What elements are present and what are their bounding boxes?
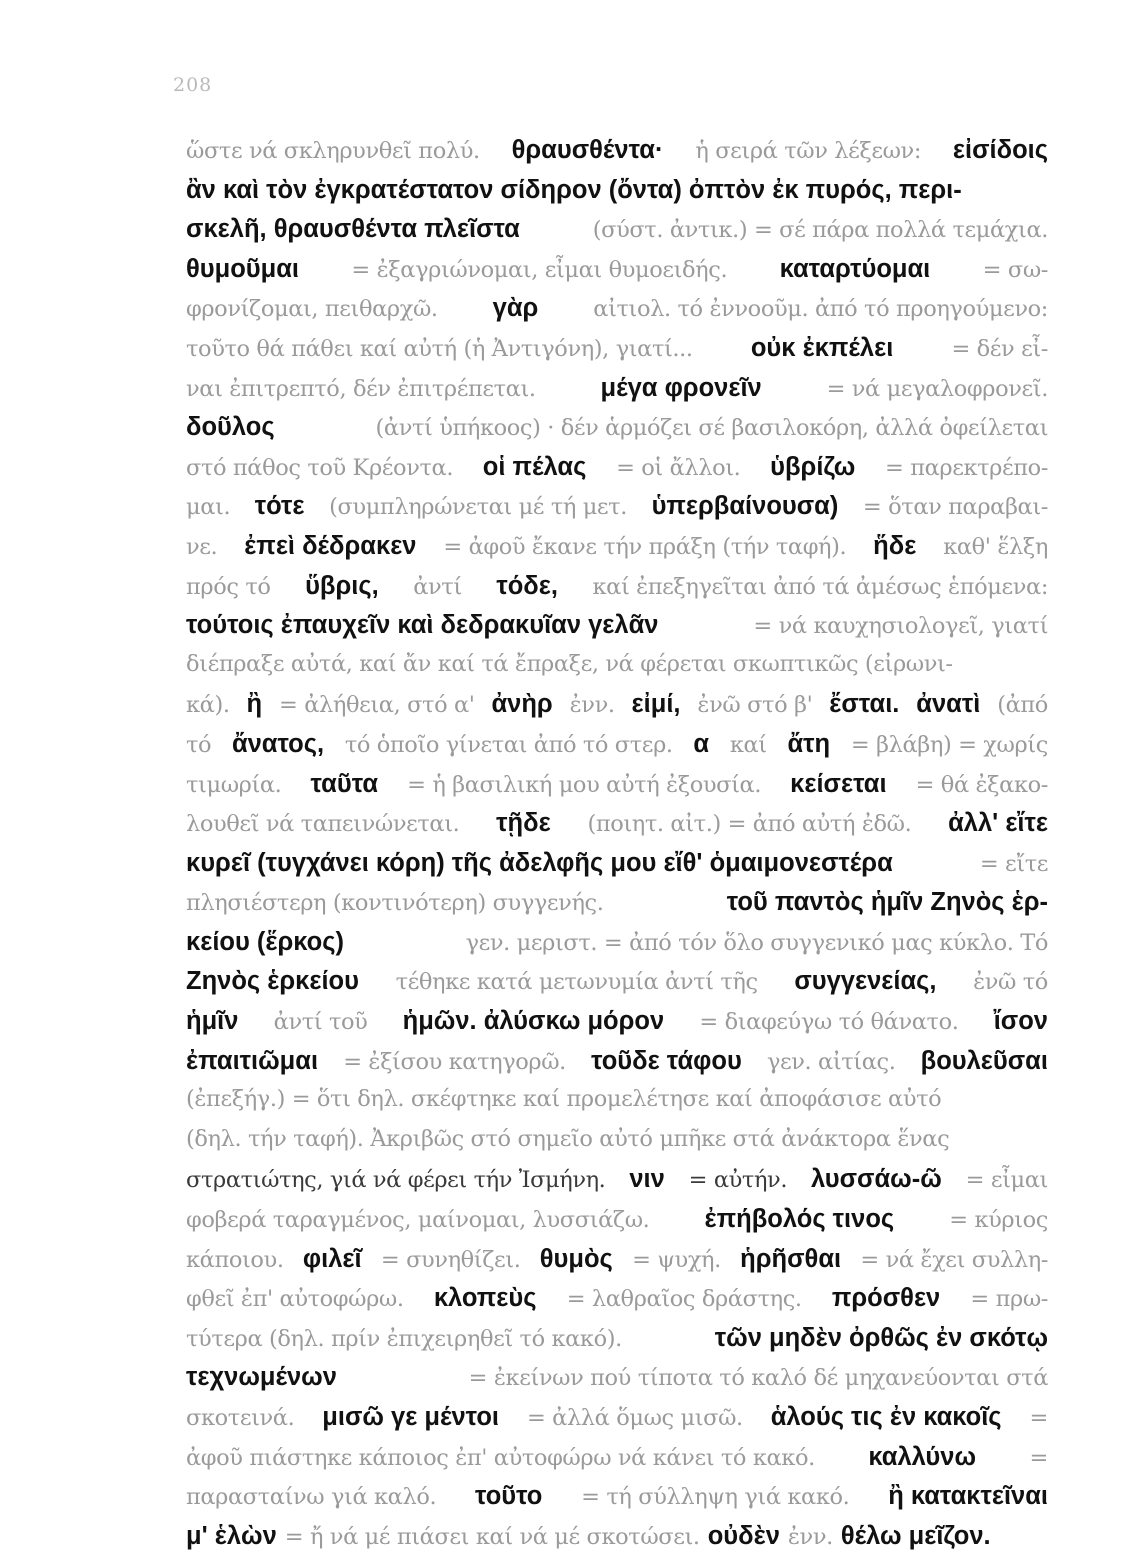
gloss-text: μαι.: [186, 494, 231, 521]
gloss-text: γεν. μεριστ. = ἀπό τόν ὅλο συγγενικό μας κύκλο. Τό: [465, 929, 1048, 956]
lemma-term: κλοπεὺς: [433, 1284, 537, 1313]
gloss-text: = εἶμαι: [965, 1167, 1048, 1194]
gloss-text: (συμπληρώνεται μέ τή μετ.: [329, 494, 627, 521]
text-line: [186, 1205, 1048, 1245]
text-line: [186, 1284, 1048, 1324]
gloss-text: τέθηκε κατά μετωνυμία ἀντί τῆς: [395, 969, 758, 996]
gloss-text: λουθεῖ νά ταπεινώνεται.: [186, 811, 460, 838]
commentary-text: [186, 136, 1048, 1561]
gloss-text: = συνηθίζει.: [380, 1246, 521, 1273]
gloss-text: = κύριος: [949, 1207, 1048, 1234]
gloss-text: = ἀλλά ὅμως μισῶ.: [526, 1405, 743, 1431]
text-line: [186, 730, 1048, 770]
gloss-text: γεν. αἰτίας.: [766, 1048, 896, 1075]
lemma-term: δοῦλος: [186, 413, 275, 442]
gloss-text: ἡ σειρά τῶν λέξεων:: [695, 138, 921, 164]
text-line: [186, 1245, 1048, 1285]
gloss-text: = θά ἐξακο-: [915, 771, 1048, 798]
text-line: [186, 1086, 1048, 1126]
gloss-text: = ἡ βασιλική μου αὐτή ἐξουσία.: [407, 771, 762, 798]
lemma-term: ἐπαιτιῶμαι: [186, 1046, 319, 1075]
lemma-term: κείου (ἕρκος): [186, 927, 344, 956]
lemma-term: θέλω μεῖζον.: [840, 1521, 991, 1550]
text-line: [186, 809, 1048, 849]
lemma-term: θυμοῦμαι: [186, 254, 300, 283]
gloss-text: =: [1029, 1444, 1048, 1471]
lemma-term: μισῶ γε μέντοι: [322, 1403, 500, 1431]
gloss-text: σκοτεινά.: [186, 1405, 295, 1431]
text-line: [186, 532, 1048, 572]
lemma-term: καταρτύομαι: [779, 254, 931, 283]
lemma-term: τοῦδε τάφου: [591, 1046, 742, 1075]
lemma-term: ἀλλ' εἴτε: [948, 809, 1048, 838]
lemma-term: φιλεῖ: [302, 1244, 362, 1273]
lemma-term: ὑβρίζω: [770, 452, 856, 481]
lemma-term: θυμὸς: [539, 1244, 613, 1273]
text-line: [186, 1363, 1048, 1403]
gloss-text: = ὅταν παραβαι-: [862, 494, 1048, 521]
lemma-term: ἡμῶν. ἀλύσκω μόρον: [402, 1007, 665, 1036]
lemma-term: συγγενείας,: [794, 967, 937, 996]
text-line: [186, 690, 1048, 730]
lemma-term: ἀνατὶ: [916, 690, 981, 719]
gloss-text: = δέν εἶ-: [951, 335, 1048, 362]
gloss-text: = οἱ ἄλλοι.: [616, 454, 741, 481]
text-line: [186, 1522, 1048, 1561]
gloss-text: ἀντί τοῦ: [273, 1009, 368, 1036]
lemma-term: μέγα φρονεῖν: [600, 373, 762, 402]
gloss-text: ἀντί: [413, 573, 462, 600]
text-line: [186, 334, 1048, 374]
gloss-text: = ἀλήθεια, στό α': [279, 692, 475, 719]
lemma-term: ἄτη: [787, 729, 831, 758]
text-line: [186, 453, 1048, 493]
gloss-text: = διαφεύγω τό θάνατο.: [699, 1009, 959, 1036]
gloss-text: (ποιητ. αἰτ.) = ἀπό αὐτή ἐδῶ.: [587, 811, 912, 838]
gloss-text: ὥστε νά σκληρυνθεῖ πολύ.: [186, 138, 480, 164]
lemma-term: ἐπήβολός τινος: [704, 1205, 895, 1234]
lemma-term: ὑπερβαίνουσα): [651, 492, 839, 521]
gloss-text: (δηλ. τήν ταφή). Ἀκριβῶς στό σημεῖο αὐτό μπῆκε στά ἀνάκτορα ἕνας: [186, 1125, 950, 1152]
gloss-text: = ψυχή.: [632, 1246, 721, 1273]
lemma-term: ἡμῖν: [186, 1007, 239, 1036]
gloss-text: = νά ἔχει συλλη-: [860, 1246, 1048, 1273]
gloss-text: = νά καυχησιολογεῖ, γιατί: [753, 613, 1048, 640]
gloss-text: = ἐξίσου κατηγορῶ.: [343, 1048, 566, 1075]
gloss-text: = νά μεγαλοφρονεῖ.: [826, 375, 1048, 402]
gloss-text: νε.: [186, 533, 218, 560]
gloss-text: (σύστ. ἀντικ.) = σέ πάρα πολλά τεμάχια.: [592, 217, 1048, 244]
gloss-text: ἐνν.: [787, 1523, 833, 1550]
lemma-term: γὰρ: [492, 294, 539, 323]
gloss-text: κά).: [186, 692, 230, 719]
gloss-text: = βλάβη) = χωρίς: [850, 731, 1048, 758]
gloss-text: πλησιέστερη (κοντινότερη) συγγενής.: [186, 890, 604, 917]
text-line: [186, 255, 1048, 295]
lemma-term: τεχνωμένων: [186, 1363, 337, 1392]
lemma-term: νιν: [629, 1165, 665, 1194]
text-line: [186, 967, 1048, 1007]
text-line: [186, 1047, 1048, 1087]
text-line: [186, 928, 1048, 968]
text-line: [186, 294, 1048, 334]
lemma-term: τοῦ παντὸς ἡμῖν Ζηνὸς ἑρ-: [726, 888, 1048, 917]
text-line: [186, 651, 1048, 691]
gloss-text: καί: [729, 731, 767, 758]
text-line: [186, 849, 1048, 889]
lemma-term: τοῦτο: [475, 1482, 543, 1511]
lemma-term: ὕβρις,: [305, 571, 379, 600]
lemma-term: οὐδὲν: [707, 1521, 780, 1550]
gloss-text: ἐνῶ τό: [973, 969, 1048, 996]
text-line: [186, 770, 1048, 810]
lemma-term: θραυσθέντα·: [511, 136, 664, 164]
text-line: [186, 1443, 1048, 1483]
gloss-text: = πρω-: [970, 1286, 1048, 1313]
gloss-text: ἐνν.: [569, 692, 615, 719]
text-line: [186, 1482, 1048, 1522]
text-line: [186, 1324, 1048, 1364]
lemma-term: σκελῆ, θραυσθέντα πλεῖστα: [186, 215, 520, 244]
text-line: [186, 413, 1048, 453]
lemma-term: καλλύνω: [868, 1442, 976, 1471]
lemma-term: πρόσθεν: [831, 1284, 941, 1313]
gloss-text: = σω-: [982, 256, 1048, 283]
lemma-term: ἐπεὶ δέδρακεν: [244, 531, 417, 560]
gloss-text: τό: [186, 731, 212, 758]
lemma-term: τῶν μηδὲν ὀρθῶς ἐν σκότῳ: [714, 1323, 1048, 1352]
lemma-term: κυρεῖ (τυγχάνει κόρη) τῆς ἀδελφῆς μου εἴθ' ὁμαιμονεστέρα: [186, 848, 893, 877]
gloss-text: τιμωρία.: [186, 771, 282, 798]
lemma-term: εἰμί,: [631, 690, 681, 719]
text-line: [186, 492, 1048, 532]
gloss-text: (ἐπεξήγ.) = ὅτι δηλ. σκέφτηκε καί προμελέτησε καί ἀποφάσισε αὐτό: [186, 1086, 942, 1113]
text-line: [186, 374, 1048, 414]
lemma-term: Ζηνὸς ἑρκείου: [186, 967, 359, 996]
gloss-text: ἀφοῦ πιάστηκε κάποιος ἐπ' αὐτοφώρω νά κάνει τό κακό.: [186, 1444, 815, 1471]
gloss-text: = ἐξαγριώνομαι, εἶμαι θυμοειδής.: [351, 256, 728, 283]
text-line: [186, 1165, 1048, 1205]
gloss-text: = αὐτήν.: [688, 1167, 788, 1194]
lemma-term: ἴσον: [993, 1007, 1048, 1036]
gloss-text: =: [1029, 1405, 1048, 1431]
gloss-text: = εἴτε: [979, 850, 1048, 877]
gloss-text: καί ἐπεξηγεῖται ἀπό τά ἀμέσως ἑπόμενα:: [592, 573, 1048, 600]
gloss-text: = ἤ νά μέ πιάσει καί νά μέ σκοτώσει.: [284, 1523, 700, 1550]
text-line: [186, 1403, 1048, 1443]
lemma-term: οὐκ ἐκπέλει: [750, 333, 894, 362]
gloss-text: αἰτιολ. τό ἐννοοῦμ. ἀπό τό προηγούμενο:: [593, 296, 1048, 323]
lemma-term: ἢ κατακτεῖναι: [888, 1482, 1048, 1511]
gloss-text: στό πάθος τοῦ Κρέοντα.: [186, 454, 454, 481]
lemma-term: ἡρῆσθαι: [740, 1244, 842, 1273]
gloss-text: τό ὁποῖο γίνεται ἀπό τό στερ.: [344, 731, 673, 758]
gloss-text: φρονίζομαι, πειθαρχῶ.: [186, 296, 438, 323]
gloss-text: τύτερα (δηλ. πρίν ἐπιχειρηθεῖ τό κακό).: [186, 1325, 622, 1352]
gloss-text: = ἐκείνων πού τίποτα τό καλό δέ μηχανεύονται στά: [468, 1365, 1048, 1392]
gloss-text: (ἀπό: [997, 692, 1048, 719]
lemma-term: α: [693, 729, 710, 758]
page-number: 208: [173, 74, 213, 96]
text-line: [186, 136, 1048, 176]
gloss-text: = τή σύλληψη γιά κακό.: [581, 1484, 850, 1511]
lemma-term: ἄνατος,: [231, 729, 325, 758]
gloss-text: ἐνῶ στό β': [697, 692, 813, 719]
lemma-term: οἱ πέλας: [482, 452, 587, 481]
gloss-text: ναι ἐπιτρεπτό, δέν ἐπιτρέπεται.: [186, 375, 536, 402]
text-line: [186, 888, 1048, 928]
gloss-text: = ἀφοῦ ἔκανε τήν πράξη (τήν ταφή).: [443, 533, 847, 560]
lemma-term: βουλεῦσαι: [920, 1046, 1048, 1075]
gloss-text: καθ' ἕλξη: [943, 533, 1048, 560]
lemma-term: μ' ἑλὼν: [186, 1521, 277, 1550]
lemma-term: ἔσται.: [829, 690, 900, 719]
gloss-text: πρός τό: [186, 573, 271, 600]
lemma-term: τούτοις ἐπαυχεῖν καὶ δεδρακυῖαν γελᾶν: [186, 611, 659, 640]
lemma-term: ἢ: [246, 690, 263, 719]
lemma-term: τῇδε: [496, 809, 551, 838]
lemma-term: ταῦτα: [310, 769, 379, 798]
text-line: [186, 176, 1048, 216]
text-line: [186, 611, 1048, 651]
lemma-term: λυσσάω-ῶ: [810, 1165, 942, 1194]
text-line: [186, 1126, 1048, 1166]
lemma-term: τότε: [254, 492, 305, 521]
gloss-text: = παρεκτρέπο-: [884, 454, 1048, 481]
lemma-term: εἰσίδοις: [952, 136, 1048, 164]
gloss-text: τοῦτο θά πάθει καί αὐτή (ἡ Ἀντιγόνη), γιατί...: [186, 335, 693, 362]
text-line: [186, 1007, 1048, 1047]
gloss-text: φοβερά ταραγμένος, μαίνομαι, λυσσιάζω.: [186, 1207, 650, 1234]
gloss-text: παρασταίνω γιά καλό.: [186, 1484, 437, 1511]
lemma-term: ἀνὴρ: [491, 690, 553, 719]
text-line: [186, 215, 1048, 255]
text-line: [186, 572, 1048, 612]
gloss-text: στρατιώτης, γιά νά φέρει τήν Ἰσμήνη.: [186, 1167, 606, 1194]
gloss-text: = λαθραῖος δράστης.: [566, 1286, 802, 1313]
gloss-text: διέπραξε αὐτά, καί ἄν καί τά ἔπραξε, νά φέρεται σκωπτικῶς (εἰρωνι-: [186, 650, 953, 677]
lemma-term: ἂν καὶ τὸν ἐγκρατέστατον σίδηρον (ὄντα) ὀπτὸν ἐκ πυρός, περι-: [186, 175, 962, 204]
gloss-text: (ἀντί ὑπήκοος) · δέν ἁρμόζει σέ βασιλοκόρη, ἀλλά ὀφείλεται: [375, 415, 1048, 442]
gloss-text: κάποιου.: [186, 1246, 284, 1273]
gloss-text: φθεῖ ἐπ' αὐτοφώρω.: [186, 1286, 404, 1313]
lemma-term: ἁλούς τις ἐν κακοῖς: [770, 1403, 1002, 1431]
lemma-term: τόδε,: [496, 571, 558, 600]
lemma-term: κείσεται: [790, 769, 887, 798]
lemma-term: ἥδε: [873, 531, 917, 560]
